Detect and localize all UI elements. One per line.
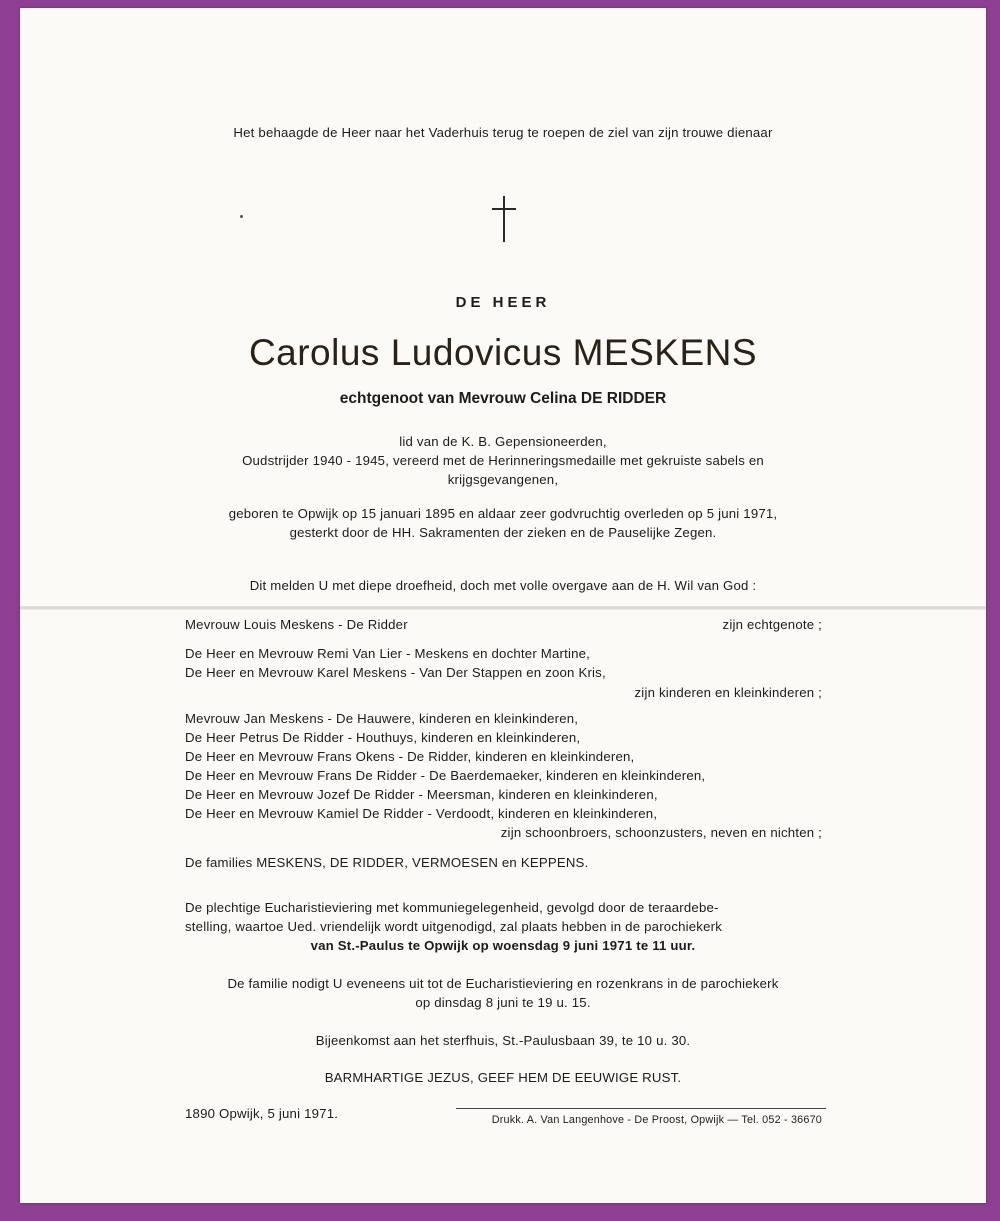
funeral-place: van St.-Paulus te Opwijk op woensdag 9 juni 1971 te 11 uur. [310, 938, 696, 953]
children-relation: zijn kinderen en kleinkinderen ; [634, 685, 822, 700]
rosary-line: De familie nodigt U eveneens uit tot de Eucharistieviering en rozenkrans in de parochiekerk [227, 976, 779, 991]
birth-death-line: gesterkt door de HH. Sakramenten der zieken en de Pauselijke Zegen. [289, 525, 717, 540]
paper-fold [20, 606, 986, 610]
birth-death-line: geboren te Opwijk op 15 januari 1895 en aldaar zeer godvruchtig overleden op 5 juni 1971, [228, 506, 778, 521]
printer-credit: Drukk. A. Van Langenhove - De Proost, Opwijk — Tel. 052 - 36670 [491, 1114, 822, 1126]
in-law-line: De Heer en Mevrouw Jozef De Ridder - Meersman, kinderen en kleinkinderen, [185, 787, 658, 802]
families-line: De families MESKENS, DE RIDDER, VERMOESEN en KEPPENS. [185, 855, 589, 870]
cross-icon [489, 196, 521, 242]
funeral-line: stelling, waartoe Ued. vriendelijk wordt uitgenodigd, zal plaats hebben in de parochiekerk [185, 919, 723, 934]
honorific-title: DE HEER [455, 294, 551, 311]
intro-text: Het behaagde de Heer naar het Vaderhuis terug te roepen de ziel van zijn trouwe dienaar [233, 125, 773, 140]
printer-rule [456, 1108, 826, 1109]
spouse-line: echtgenoot van Mevrouw Celina DE RIDDER [339, 390, 667, 407]
child-line: De Heer en Mevrouw Karel Meskens - Van Der Stappen en zoon Kris, [185, 665, 606, 680]
rosary-line: op dinsdag 8 juni te 19 u. 15. [415, 995, 591, 1010]
announcement-line: Dit melden U met diepe droefheid, doch met volle overgave aan de H. Wil van God : [249, 578, 757, 593]
in-law-line: Mevrouw Jan Meskens - De Hauwere, kinderen en kleinkinderen, [185, 711, 579, 726]
place-date: 1890 Opwijk, 5 juni 1971. [185, 1106, 339, 1121]
ink-speck [240, 215, 243, 218]
in-law-line: De Heer en Mevrouw Frans De Ridder - De Baerdemaeker, kinderen en kleinkinderen, [185, 768, 706, 783]
in-law-line: De Heer en Mevrouw Frans Okens - De Ridder, kinderen en kleinkinderen, [185, 749, 635, 764]
child-line: De Heer en Mevrouw Remi Van Lier - Meskens en dochter Martine, [185, 646, 591, 661]
widow-name: Mevrouw Louis Meskens - De Ridder [185, 617, 408, 632]
widow-relation: zijn echtgenote ; [722, 617, 822, 632]
in-law-line: De Heer en Mevrouw Kamiel De Ridder - Verdoodt, kinderen en kleinkinderen, [185, 806, 658, 821]
death-notice-card [20, 8, 986, 1203]
funeral-line: De plechtige Eucharistieviering met kommuniegelegenheid, gevolgd door de teraardebe- [185, 900, 719, 915]
in-laws-relation: zijn schoonbroers, schoonzusters, neven en nichten ; [500, 825, 822, 840]
deceased-name: Carolus Ludovicus MESKENS [248, 332, 758, 373]
membership-line: Oudstrijder 1940 - 1945, vereerd met de Herinneringsmedaille met gekruiste sabels en [242, 453, 764, 468]
membership-line: krijgsgevangenen, [447, 472, 559, 487]
prayer-line: BARMHARTIGE JEZUS, GEEF HEM DE EEUWIGE RUST. [324, 1070, 682, 1085]
membership-line: lid van de K. B. Gepensioneerden, [399, 434, 607, 449]
gathering-line: Bijeenkomst aan het sterfhuis, St.-Paulusbaan 39, te 10 u. 30. [315, 1033, 691, 1048]
in-law-line: De Heer Petrus De Ridder - Houthuys, kinderen en kleinkinderen, [185, 730, 581, 745]
